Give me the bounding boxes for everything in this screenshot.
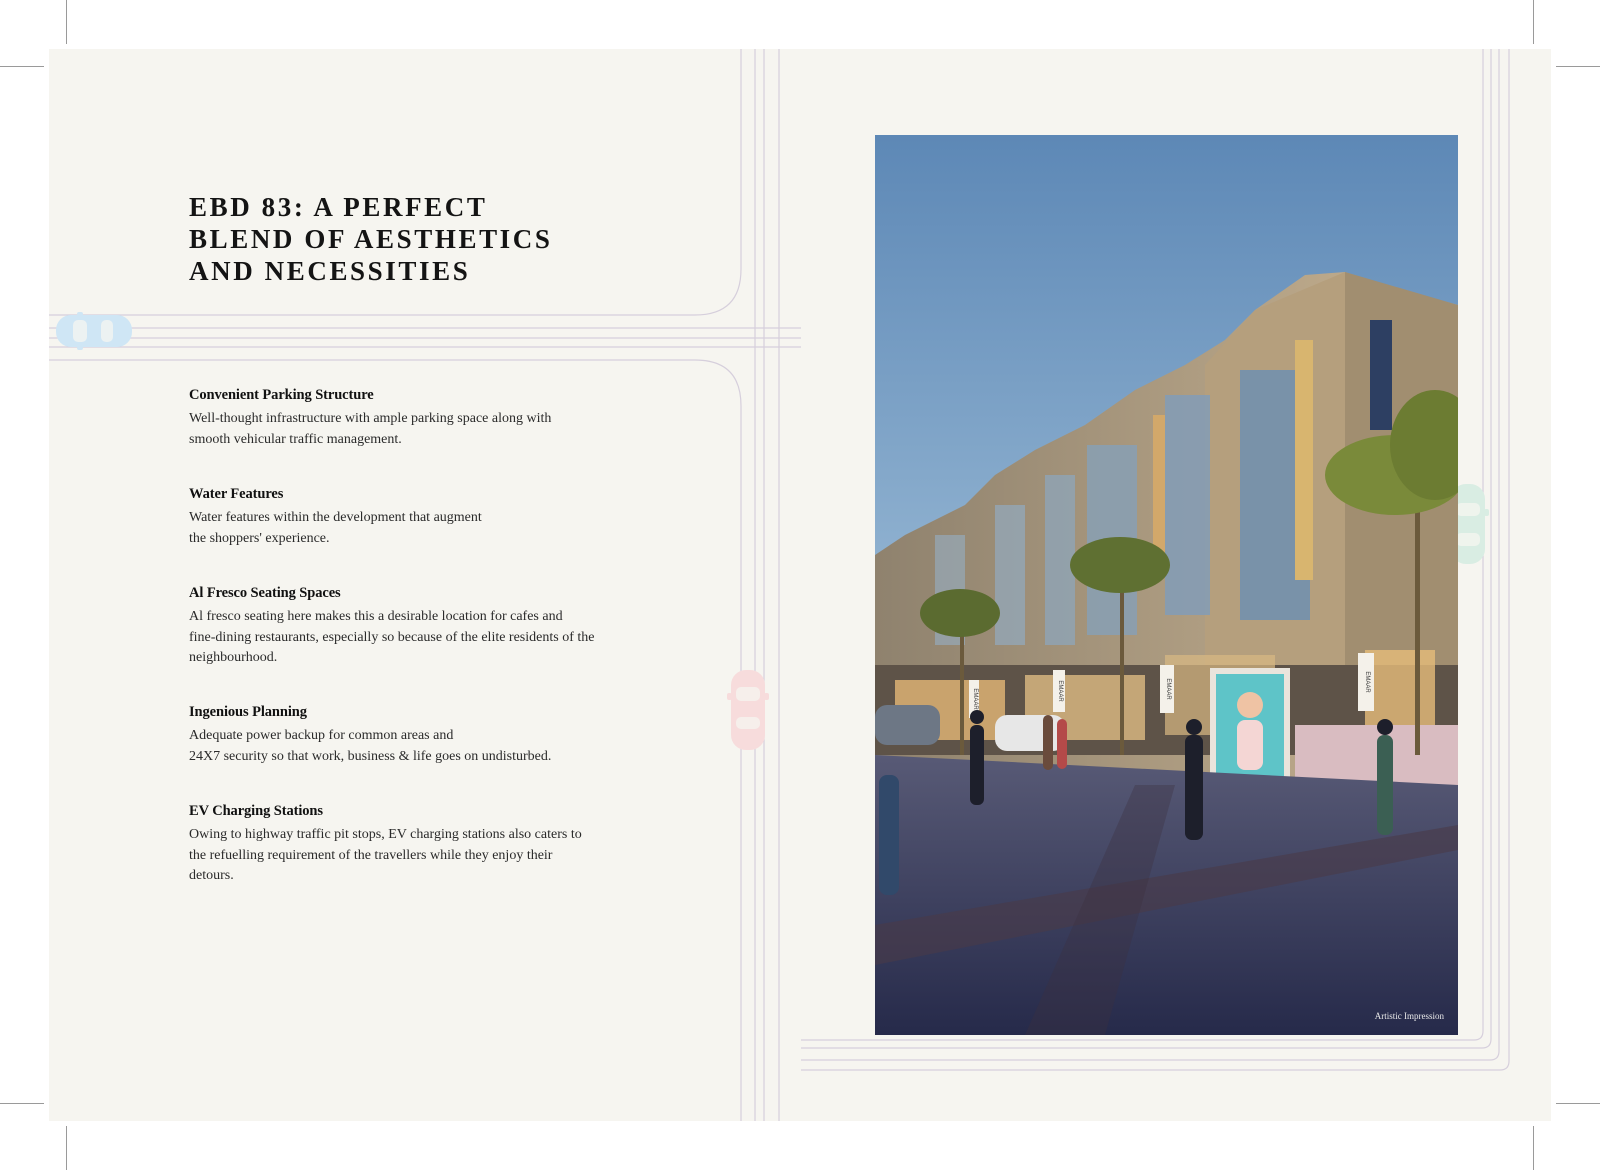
brochure-page (49, 49, 1551, 1121)
car-icon-pink (727, 669, 769, 751)
feature-description (189, 825, 582, 887)
storefront-sign: EMAAR (1165, 678, 1171, 700)
page-title (189, 191, 609, 287)
description-line: fine-dining restaurants, especially so because of the elite residents of the (189, 629, 595, 645)
crop-mark (66, 1126, 67, 1170)
crop-mark (1556, 66, 1600, 67)
crop-mark (0, 66, 44, 67)
feature-parking (189, 387, 551, 450)
crop-mark (0, 1103, 44, 1104)
crop-mark (1556, 1103, 1600, 1104)
title-line: AND NECESSITIES (189, 256, 471, 286)
feature-description (189, 508, 482, 549)
description-line: detours. (189, 868, 234, 883)
feature-description (189, 607, 649, 669)
feature-ev-charging (189, 803, 582, 887)
crop-mark (1533, 0, 1534, 44)
feature-al-fresco (189, 585, 649, 669)
feature-description (189, 726, 551, 767)
description-line: Water features within the development that augment (189, 510, 482, 525)
storefront-sign: EMAAR (1057, 680, 1063, 702)
feature-water (189, 486, 482, 549)
storefront-sign: EMAAR (972, 688, 978, 710)
feature-title: Water Features (189, 486, 284, 502)
description-line: Al fresco seating here makes this a desirable location for cafes and (189, 609, 563, 624)
feature-title: Convenient Parking Structure (189, 387, 374, 403)
feature-title: Ingenious Planning (189, 704, 307, 720)
feature-title: EV Charging Stations (189, 803, 323, 819)
description-line: smooth vehicular traffic management. (189, 431, 402, 447)
title-line: EBD 83: A PERFECT (189, 192, 488, 222)
description-line: the refuelling requirement of the travellers while they enjoy their (189, 847, 553, 863)
retail-street-render (875, 135, 1458, 1035)
feature-title: Al Fresco Seating Spaces (189, 585, 341, 601)
description-line: 24X7 security so that work, business & life goes on undisturbed. (189, 748, 552, 764)
crop-mark (66, 0, 67, 44)
crop-mark (1533, 1126, 1534, 1170)
description-line: the shoppers' experience. (189, 530, 330, 546)
car-icon-blue (55, 311, 133, 351)
description-line: Owing to highway traffic pit stops, EV charging stations also caters to (189, 827, 582, 842)
title-line: BLEND OF AESTHETICS (189, 224, 553, 254)
feature-description (189, 409, 551, 450)
storefront-sign: EMAAR (1364, 671, 1370, 693)
description-line: Well-thought infrastructure with ample parking space along with (189, 411, 552, 426)
photo-caption: Artistic Impression (1374, 1011, 1444, 1021)
description-line: neighbourhood. (189, 650, 278, 665)
description-line: Adequate power backup for common areas and (189, 728, 454, 743)
feature-planning (189, 704, 551, 767)
